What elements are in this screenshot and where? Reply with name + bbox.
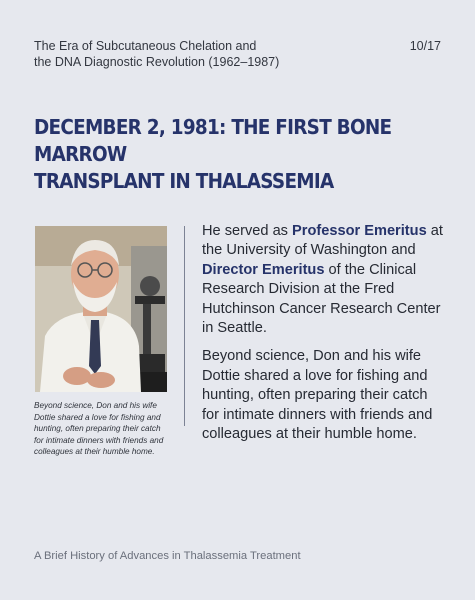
portrait-photo xyxy=(35,226,167,392)
body-p1-text-1: He served as xyxy=(202,223,293,239)
presentation-title-line2: the DNA Diagnostic Revolution (1962–1987) xyxy=(34,55,280,69)
body-paragraph-1 xyxy=(202,222,447,338)
page-number: 10/17 xyxy=(409,39,441,53)
presentation-title-line1: The Era of Subcutaneous Chelation and xyxy=(34,39,257,53)
slide-headline xyxy=(34,114,408,195)
portrait-illustration xyxy=(35,226,167,392)
vertical-divider xyxy=(184,226,185,426)
photo-caption: Beyond science, Don and his wife Dottie shared a love for fishing and hunting, often preparing their catch for intimate dinners with friends and colleagues at their humble home. xyxy=(34,401,164,457)
director-emeritus-highlight: Director Emeritus xyxy=(202,261,325,278)
presentation-title xyxy=(34,38,334,70)
body-p1-text-2: at the University of Washington and xyxy=(202,223,443,259)
body-p1-text-3: of the Clinical Research Division at the Fred Hutchinson Cancer Research Center in Seattle. xyxy=(202,261,441,337)
slide-headline-line2: TRANSPLANT IN THALASSEMIA xyxy=(34,169,334,193)
footer-text: A Brief History of Advances in Thalassemia Treatment xyxy=(34,550,301,562)
body-text xyxy=(202,222,447,453)
professor-emeritus-highlight: Professor Emeritus xyxy=(292,223,427,239)
body-paragraph-2: Beyond science, Don and his wife Dottie shared a love for fishing and hunting, often preparing their catch for intimate dinners with friends and colleagues at their humble home. xyxy=(202,348,433,443)
slide-headline-line1: DECEMBER 2, 1981: THE FIRST BONE MARROW xyxy=(34,115,392,166)
header xyxy=(34,38,441,70)
